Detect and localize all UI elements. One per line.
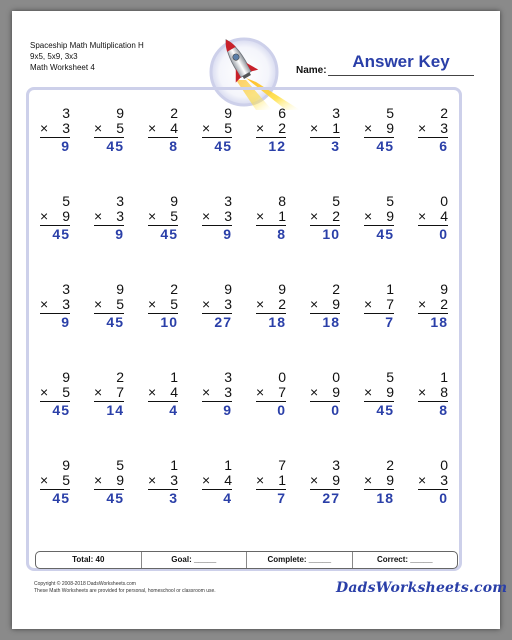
answer: 45: [160, 226, 178, 242]
times-icon: ×: [40, 208, 49, 224]
multiplier-row: [310, 209, 340, 224]
multiplier: 9: [116, 472, 124, 488]
problem: [190, 194, 244, 282]
times-icon: ×: [364, 296, 373, 312]
answer: 12: [268, 138, 286, 154]
problem: [82, 106, 136, 194]
answer: 6: [439, 138, 448, 154]
summary-complete: Complete: _____: [247, 552, 353, 568]
problem: [136, 194, 190, 282]
times-icon: ×: [148, 296, 157, 312]
answer: 9: [61, 138, 70, 154]
problem-body: [202, 106, 232, 154]
times-icon: ×: [202, 296, 211, 312]
problem: [136, 458, 190, 546]
answer: 9: [115, 226, 124, 242]
multiplier: 5: [62, 472, 70, 488]
answer: 8: [169, 138, 178, 154]
answer: 8: [277, 226, 286, 242]
problem: [190, 370, 244, 458]
answer: 7: [385, 314, 394, 330]
problem-body: [418, 282, 448, 330]
multiplier: 3: [440, 472, 448, 488]
times-icon: ×: [202, 384, 211, 400]
multiplier: 9: [62, 208, 70, 224]
multiplicand: 5: [62, 193, 70, 209]
answer: 45: [52, 402, 70, 418]
problem: [352, 282, 406, 370]
problem: [406, 458, 460, 546]
multiplier: 3: [116, 208, 124, 224]
times-icon: ×: [310, 296, 319, 312]
multiplicand: 9: [62, 369, 70, 385]
multiplier-row: [202, 385, 232, 400]
problem-body: [94, 370, 124, 418]
times-icon: ×: [364, 208, 373, 224]
multiplicand: 0: [278, 369, 286, 385]
answer: 0: [439, 490, 448, 506]
answer: 3: [169, 490, 178, 506]
answer: 45: [106, 138, 124, 154]
multiplier-row: [40, 121, 70, 136]
problem-body: [256, 194, 286, 242]
multiplier: 9: [332, 384, 340, 400]
multiplicand: 6: [278, 105, 286, 121]
multiplier-row: [148, 297, 178, 312]
multiplier-row: [364, 385, 394, 400]
multiplier-row: [364, 297, 394, 312]
multiplicand: 5: [332, 193, 340, 209]
problem: [28, 194, 82, 282]
copyright-text: Copyright © 2008-2018 DadsWorksheets.com: [34, 581, 136, 587]
problem-body: [310, 282, 340, 330]
multiplier-row: [94, 121, 124, 136]
multiplier: 1: [278, 208, 286, 224]
multiplier-row: [364, 473, 394, 488]
times-icon: ×: [94, 296, 103, 312]
multiplicand: 0: [440, 193, 448, 209]
multiplier-row: [310, 297, 340, 312]
multiplier-row: [148, 121, 178, 136]
times-icon: ×: [40, 472, 49, 488]
site-logo: DadsWorksheets.com: [336, 580, 508, 596]
multiplicand: 2: [332, 281, 340, 297]
answer: 10: [160, 314, 178, 330]
answer: 18: [268, 314, 286, 330]
answer: 10: [322, 226, 340, 242]
problem-body: [40, 458, 70, 506]
multiplicand: 9: [224, 105, 232, 121]
multiplier-row: [40, 385, 70, 400]
summary-bar: [35, 551, 458, 569]
problem-body: [94, 282, 124, 330]
multiplier: 1: [278, 472, 286, 488]
multiplier-row: [148, 385, 178, 400]
multiplier-row: [40, 297, 70, 312]
multiplier-row: [148, 473, 178, 488]
answer: 14: [106, 402, 124, 418]
summary-total: Total: 40: [36, 552, 142, 568]
problem: [82, 282, 136, 370]
problem: [28, 282, 82, 370]
answer: 18: [322, 314, 340, 330]
multiplier-row: [148, 209, 178, 224]
problem: [352, 106, 406, 194]
problem-body: [364, 282, 394, 330]
multiplicand: 3: [62, 105, 70, 121]
times-icon: ×: [202, 208, 211, 224]
multiplicand: 3: [224, 369, 232, 385]
summary-correct: Correct: _____: [376, 555, 433, 564]
multiplier-row: [40, 209, 70, 224]
problem: [352, 370, 406, 458]
times-icon: ×: [256, 120, 265, 136]
multiplicand: 5: [386, 105, 394, 121]
multiplicand: 3: [332, 457, 340, 473]
multiplier: 2: [332, 208, 340, 224]
answer: 27: [214, 314, 232, 330]
multiplicand: 9: [170, 193, 178, 209]
multiplier: 8: [440, 384, 448, 400]
times-icon: ×: [148, 384, 157, 400]
problem-body: [40, 370, 70, 418]
multiplicand: 2: [116, 369, 124, 385]
multiplier-row: [202, 209, 232, 224]
problem: [244, 370, 298, 458]
title-block: [30, 40, 144, 73]
times-icon: ×: [94, 384, 103, 400]
problem: [28, 458, 82, 546]
answer: 45: [52, 490, 70, 506]
problem: [190, 282, 244, 370]
problem-body: [364, 194, 394, 242]
times-icon: ×: [94, 472, 103, 488]
multiplicand: 5: [386, 193, 394, 209]
times-icon: ×: [256, 472, 265, 488]
answer: 7: [277, 490, 286, 506]
multiplier: 4: [440, 208, 448, 224]
problem-body: [94, 106, 124, 154]
problem: [298, 282, 352, 370]
problem-body: [310, 370, 340, 418]
multiplier: 5: [62, 384, 70, 400]
problem-body: [148, 194, 178, 242]
problem-body: [148, 458, 178, 506]
problem-body: [202, 282, 232, 330]
multiplier-row: [310, 121, 340, 136]
problem-body: [364, 106, 394, 154]
multiplier-row: [256, 385, 286, 400]
problem-body: [418, 458, 448, 506]
problem-body: [418, 370, 448, 418]
times-icon: ×: [148, 208, 157, 224]
multiplier-row: [256, 121, 286, 136]
multiplier-row: [364, 121, 394, 136]
multiplier-row: [418, 473, 448, 488]
problem: [244, 106, 298, 194]
multiplier: 3: [224, 208, 232, 224]
multiplier-row: [418, 297, 448, 312]
multiplicand: 3: [224, 193, 232, 209]
multiplier: 2: [278, 120, 286, 136]
answer: 4: [223, 490, 232, 506]
multiplier-row: [202, 121, 232, 136]
multiplier: 4: [224, 472, 232, 488]
multiplier-row: [256, 473, 286, 488]
multiplicand: 5: [116, 457, 124, 473]
problem-body: [202, 458, 232, 506]
multiplier: 1: [332, 120, 340, 136]
answer: 4: [169, 402, 178, 418]
multiplier: 9: [332, 296, 340, 312]
times-icon: ×: [310, 120, 319, 136]
times-icon: ×: [202, 472, 211, 488]
problem-body: [310, 194, 340, 242]
problem: [136, 106, 190, 194]
answer: 45: [376, 138, 394, 154]
multiplier-row: [94, 385, 124, 400]
multiplier: 7: [116, 384, 124, 400]
multiplicand: 9: [116, 105, 124, 121]
problem: [28, 106, 82, 194]
problem-body: [364, 370, 394, 418]
multiplier-row: [418, 385, 448, 400]
problem: [28, 370, 82, 458]
multiplicand: 9: [278, 281, 286, 297]
times-icon: ×: [256, 208, 265, 224]
times-icon: ×: [94, 208, 103, 224]
problem-body: [148, 282, 178, 330]
times-icon: ×: [310, 472, 319, 488]
worksheet-title: Spaceship Math Multiplication H: [30, 41, 144, 50]
times-icon: ×: [364, 384, 373, 400]
problem: [406, 282, 460, 370]
times-icon: ×: [310, 384, 319, 400]
problem: [352, 194, 406, 282]
multiplicand: 0: [440, 457, 448, 473]
problem: [352, 458, 406, 546]
times-icon: ×: [418, 208, 427, 224]
problem-body: [40, 282, 70, 330]
multiplier-row: [418, 209, 448, 224]
answer: 45: [106, 490, 124, 506]
problem: [244, 194, 298, 282]
problem-body: [94, 458, 124, 506]
multiplier: 9: [332, 472, 340, 488]
multiplier: 5: [116, 120, 124, 136]
problem: [244, 282, 298, 370]
times-icon: ×: [40, 120, 49, 136]
answer: 9: [223, 226, 232, 242]
problem-body: [418, 194, 448, 242]
multiplier: 2: [440, 296, 448, 312]
multiplier: 3: [440, 120, 448, 136]
times-icon: ×: [364, 120, 373, 136]
times-icon: ×: [310, 208, 319, 224]
multiplier: 5: [224, 120, 232, 136]
multiplier: 9: [386, 120, 394, 136]
problem: [136, 370, 190, 458]
name-area: [296, 52, 474, 78]
problem-body: [40, 106, 70, 154]
multiplicand: 0: [332, 369, 340, 385]
answer: 3: [331, 138, 340, 154]
problem: [244, 458, 298, 546]
multiplier-row: [256, 209, 286, 224]
problem-body: [256, 458, 286, 506]
name-line: [328, 75, 474, 76]
multiplicand: 1: [386, 281, 394, 297]
multiplicand: 8: [278, 193, 286, 209]
answer: 9: [223, 402, 232, 418]
multiplier: 9: [386, 472, 394, 488]
multiplicand: 9: [62, 457, 70, 473]
problem: [406, 194, 460, 282]
problem: [82, 194, 136, 282]
multiplier: 2: [278, 296, 286, 312]
multiplier-row: [310, 473, 340, 488]
times-icon: ×: [256, 296, 265, 312]
answer: 0: [331, 402, 340, 418]
problem: [190, 458, 244, 546]
problem: [190, 106, 244, 194]
footer-text: [34, 581, 216, 595]
multiplicand: 1: [170, 369, 178, 385]
problem: [82, 370, 136, 458]
multiplier-row: [364, 209, 394, 224]
multiplier-row: [94, 209, 124, 224]
multiplicand: 1: [170, 457, 178, 473]
problem-body: [148, 106, 178, 154]
problem: [298, 194, 352, 282]
problem-body: [310, 106, 340, 154]
multiplier-row: [310, 385, 340, 400]
times-icon: ×: [40, 384, 49, 400]
problem-body: [364, 458, 394, 506]
problem: [406, 370, 460, 458]
problem: [136, 282, 190, 370]
multiplier-row: [40, 473, 70, 488]
problem-body: [40, 194, 70, 242]
multiplier-row: [94, 297, 124, 312]
multiplicand: 2: [386, 457, 394, 473]
multiplier: 3: [224, 296, 232, 312]
problem-body: [256, 282, 286, 330]
multiplier: 5: [170, 208, 178, 224]
problem-body: [256, 370, 286, 418]
multiplier: 9: [386, 384, 394, 400]
times-icon: ×: [202, 120, 211, 136]
multiplier: 7: [278, 384, 286, 400]
multiplier: 3: [62, 120, 70, 136]
problem-body: [94, 194, 124, 242]
answer: 45: [52, 226, 70, 242]
times-icon: ×: [94, 120, 103, 136]
answer: 18: [376, 490, 394, 506]
answer: 8: [439, 402, 448, 418]
multiplicand: 1: [440, 369, 448, 385]
problem: [82, 458, 136, 546]
multiplier-row: [94, 473, 124, 488]
times-icon: ×: [364, 472, 373, 488]
answer: 9: [61, 314, 70, 330]
multiplicand: 1: [224, 457, 232, 473]
problem: [298, 370, 352, 458]
multiplicand: 2: [170, 281, 178, 297]
multiplier: 3: [224, 384, 232, 400]
answer: 18: [430, 314, 448, 330]
multiplier: 9: [386, 208, 394, 224]
summary-goal: Goal: _____: [142, 552, 248, 568]
problem: [298, 458, 352, 546]
multiplier: 3: [170, 472, 178, 488]
problem-body: [148, 370, 178, 418]
times-icon: ×: [418, 120, 427, 136]
problem: [406, 106, 460, 194]
multiplier: 4: [170, 120, 178, 136]
times-icon: ×: [418, 472, 427, 488]
answer: 0: [439, 226, 448, 242]
multiplicand: 3: [62, 281, 70, 297]
name-label: Name:: [296, 65, 327, 76]
multiplier: 5: [170, 296, 178, 312]
multiplier: 7: [386, 296, 394, 312]
answer: 0: [277, 402, 286, 418]
multiplier: 4: [170, 384, 178, 400]
multiplier: 3: [62, 296, 70, 312]
problem-grid: [28, 106, 460, 546]
multiplicand: 9: [224, 281, 232, 297]
answer: 45: [214, 138, 232, 154]
problem-body: [418, 106, 448, 154]
times-icon: ×: [148, 120, 157, 136]
multiplicand: 9: [440, 281, 448, 297]
answer-key-label: Answer Key: [352, 52, 450, 71]
times-icon: ×: [256, 384, 265, 400]
worksheet-subtitle: Math Worksheet 4: [30, 63, 95, 72]
multiplicand: 2: [170, 105, 178, 121]
times-icon: ×: [40, 296, 49, 312]
problem-body: [202, 370, 232, 418]
multiplicand: 2: [440, 105, 448, 121]
usage-note: These Math Worksheets are provided for personal, homeschool or classroom use.: [34, 588, 216, 594]
problem-body: [256, 106, 286, 154]
times-icon: ×: [418, 296, 427, 312]
multiplier-row: [256, 297, 286, 312]
answer: 45: [376, 226, 394, 242]
times-icon: ×: [418, 384, 427, 400]
multiplicand: 3: [332, 105, 340, 121]
multiplier-row: [202, 473, 232, 488]
multiplicand: 5: [386, 369, 394, 385]
multiplicand: 3: [116, 193, 124, 209]
times-icon: ×: [148, 472, 157, 488]
multiplicand: 9: [116, 281, 124, 297]
problem: [298, 106, 352, 194]
multiplicand: 7: [278, 457, 286, 473]
worksheet-facts: 9x5, 5x9, 3x3: [30, 52, 78, 61]
answer: 45: [376, 402, 394, 418]
answer: 27: [322, 490, 340, 506]
multiplier-row: [202, 297, 232, 312]
multiplier-row: [418, 121, 448, 136]
answer: 45: [106, 314, 124, 330]
problem-body: [202, 194, 232, 242]
multiplier: 5: [116, 296, 124, 312]
problem-body: [310, 458, 340, 506]
